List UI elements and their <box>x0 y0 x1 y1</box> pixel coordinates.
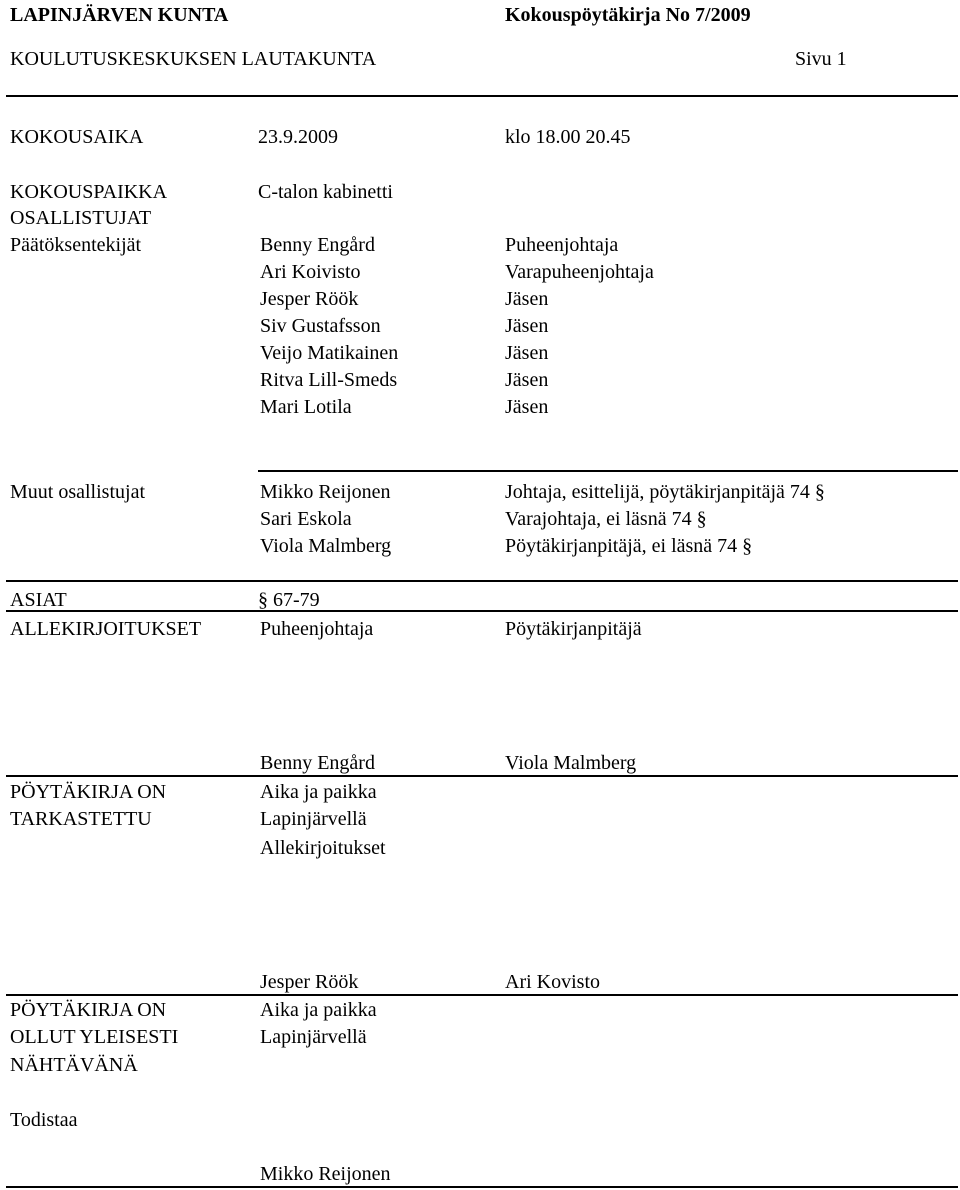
matters-value: § 67-79 <box>258 589 320 611</box>
other-name: Viola Malmberg <box>260 535 392 557</box>
member-role: Jäsen <box>505 396 549 418</box>
other-name: Sari Eskola <box>260 508 352 530</box>
checker-name-2: Ari Kovisto <box>505 971 600 993</box>
member-name: Ritva Lill-Smeds <box>260 369 398 391</box>
page-number: Sivu 1 <box>795 48 847 70</box>
displayed-divider <box>6 994 958 996</box>
certify-name: Mikko Reijonen <box>260 1163 391 1185</box>
board-name: KOULUTUSKESKUKSEN LAUTAKUNTA <box>10 48 377 70</box>
checked-label-2: TARKASTETTU <box>10 808 152 830</box>
chair-name: Benny Engård <box>260 752 375 774</box>
member-role: Jäsen <box>505 369 549 391</box>
checker-name-1: Jesper Röök <box>260 971 359 993</box>
checked-signatures: Allekirjoitukset <box>260 837 386 859</box>
deciders-label: Päätöksentekijät <box>10 234 142 256</box>
other-role: Pöytäkirjanpitäjä, ei läsnä 74 § <box>505 535 753 557</box>
member-name: Benny Engård <box>260 234 375 256</box>
member-name: Ari Koivisto <box>260 261 361 283</box>
meeting-date: 23.9.2009 <box>258 126 338 148</box>
member-name: Jesper Röök <box>260 288 359 310</box>
member-role: Jäsen <box>505 315 549 337</box>
checked-label-1: PÖYTÄKIRJA ON <box>10 781 167 803</box>
member-name: Siv Gustafsson <box>260 315 381 337</box>
org-name: LAPINJÄRVEN KUNTA <box>10 4 229 26</box>
matters-divider <box>6 580 958 582</box>
member-role: Jäsen <box>505 342 549 364</box>
header-divider <box>6 95 958 97</box>
checked-location: Lapinjärvellä <box>260 808 367 830</box>
signatures-label: ALLEKIRJOITUKSET <box>10 618 202 640</box>
secretary-name: Viola Malmberg <box>505 752 637 774</box>
other-role: Varajohtaja, ei läsnä 74 § <box>505 508 707 530</box>
checked-divider <box>6 775 958 777</box>
checked-time-place: Aika ja paikka <box>260 781 377 803</box>
member-name: Veijo Matikainen <box>260 342 399 364</box>
other-role: Johtaja, esittelijä, pöytäkirjanpitäjä 74 § <box>505 481 825 503</box>
footer-divider <box>6 1186 958 1188</box>
member-role: Varapuheenjohtaja <box>505 261 654 283</box>
displayed-label-3: NÄHTÄVÄNÄ <box>10 1054 138 1076</box>
chair-label: Puheenjohtaja <box>260 618 374 640</box>
secretary-label: Pöytäkirjanpitäjä <box>505 618 642 640</box>
displayed-time-place: Aika ja paikka <box>260 999 377 1021</box>
signatures-divider <box>6 610 958 612</box>
attendees-label: OSALLISTUJAT <box>10 207 152 229</box>
others-divider <box>258 470 958 472</box>
meeting-place-label: KOKOUSPAIKKA <box>10 181 168 203</box>
meeting-time: klo 18.00 20.45 <box>505 126 631 148</box>
others-label: Muut osallistujat <box>10 481 145 503</box>
meeting-time-label: KOKOUSAIKA <box>10 126 144 148</box>
other-name: Mikko Reijonen <box>260 481 391 503</box>
member-role: Jäsen <box>505 288 549 310</box>
meeting-place: C-talon kabinetti <box>258 181 393 203</box>
displayed-label-1: PÖYTÄKIRJA ON <box>10 999 167 1021</box>
displayed-label-2: OLLUT YLEISESTI <box>10 1026 179 1048</box>
member-name: Mari Lotila <box>260 396 352 418</box>
member-role: Puheenjohtaja <box>505 234 619 256</box>
certify-label: Todistaa <box>10 1109 78 1131</box>
matters-label: ASIAT <box>10 589 67 611</box>
document-title: Kokouspöytäkirja No 7/2009 <box>505 4 751 26</box>
displayed-location: Lapinjärvellä <box>260 1026 367 1048</box>
